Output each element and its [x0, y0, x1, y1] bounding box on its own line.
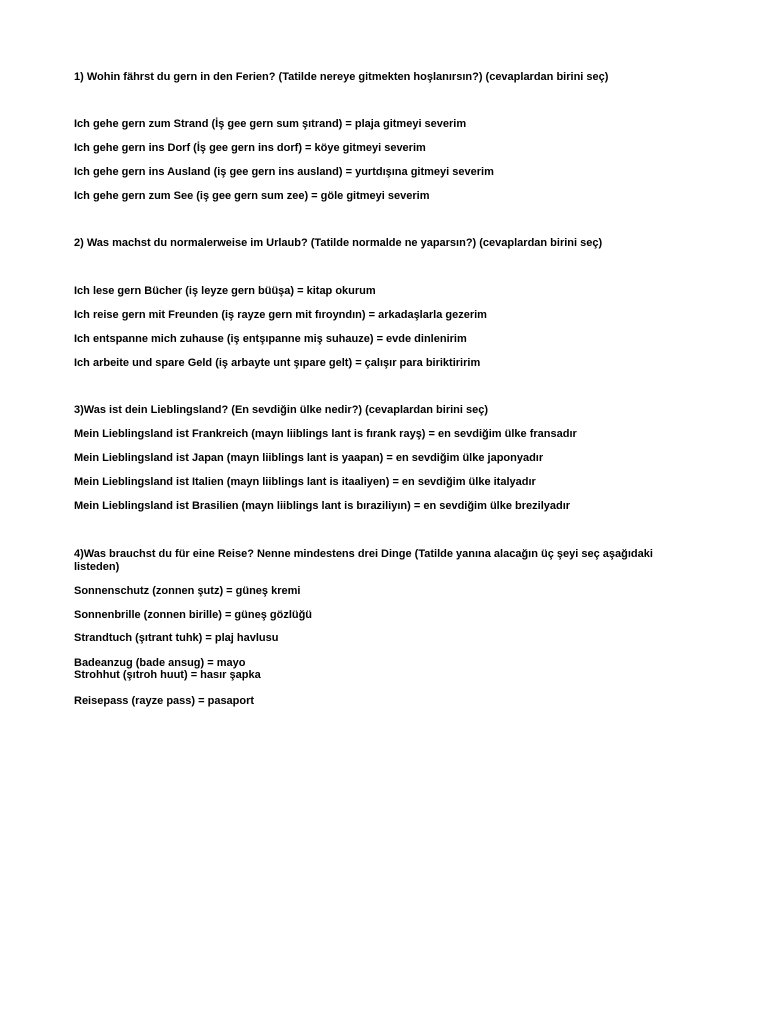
- question-3: 3)Was ist dein Lieblingsland? (En sevdiğin ülke nedir?) (cevaplardan birini seç): [74, 404, 489, 416]
- q4-item-1: Sonnenschutz (zonnen şutz) = güneş kremi: [74, 585, 301, 597]
- q2-answer-3: Ich entspanne mich zuhause (iş entşıpanne miş suhauze) = evde dinlenirim: [74, 333, 467, 345]
- q2-answer-2: Ich reise gern mit Freunden (iş rayze gern mit fıroyndın) = arkadaşlarla gezerim: [74, 309, 487, 321]
- question-2: 2) Was machst du normalerweise im Urlaub? (Tatilde normalde ne yaparsın?) (cevaplardan birini seç): [74, 237, 603, 249]
- question-4: 4)Was brauchst du für eine Reise? Nenne mindestens drei Dinge (Tatilde yanına alacağın üç şeyi seç aşağıdaki listeden): [74, 548, 653, 573]
- q4-item-5: Strohhut (şıtroh huut) = hasır şapka: [74, 669, 261, 681]
- q1-answer-2: Ich gehe gern ins Dorf (İş gee gern ins dorf) = köye gitmeyi severim: [74, 142, 426, 154]
- q3-answer-2: Mein Lieblingsland ist Japan (mayn liiblings lant is yaapan) = en sevdiğim ülke japonyadır: [74, 452, 544, 464]
- q3-answer-4: Mein Lieblingsland ist Brasilien (mayn liiblings lant is bıraziliyın) = en sevdiğim ülke brezilyadır: [74, 500, 571, 512]
- q2-answer-1: Ich lese gern Bücher (iş leyze gern büüşa) = kitap okurum: [74, 285, 376, 297]
- q3-answer-1: Mein Lieblingsland ist Frankreich (mayn liiblings lant is fırank rayş) = en sevdiğim ülke fransadır: [74, 428, 577, 440]
- q4-item-2: Sonnenbrille (zonnen birille) = güneş gözlüğü: [74, 609, 313, 621]
- q4-item-3: Strandtuch (şıtrant tuhk) = plaj havlusu: [74, 632, 279, 644]
- question-1: 1) Wohin fährst du gern in den Ferien? (Tatilde nereye gitmekten hoşlanırsın?) (cevaplardan birini seç): [74, 71, 609, 83]
- q1-answer-3: Ich gehe gern ins Ausland (iş gee gern ins ausland) = yurtdışına gitmeyi severim: [74, 166, 494, 178]
- q3-answer-3: Mein Lieblingsland ist Italien (mayn liiblings lant is itaaliyen) = en sevdiğim ülke italyadır: [74, 476, 536, 488]
- q1-answer-1: Ich gehe gern zum Strand (İş gee gern sum şıtrand) = plaja gitmeyi severim: [74, 118, 467, 130]
- q4-item-6: Reisepass (rayze pass) = pasaport: [74, 695, 255, 707]
- q2-answer-4: Ich arbeite und spare Geld (iş arbayte unt şıpare gelt) = çalışır para biriktiririm: [74, 357, 481, 369]
- q4-item-4: Badeanzug (bade ansug) = mayo: [74, 657, 246, 669]
- q1-answer-4: Ich gehe gern zum See (iş gee gern sum zee) = göle gitmeyi severim: [74, 190, 430, 202]
